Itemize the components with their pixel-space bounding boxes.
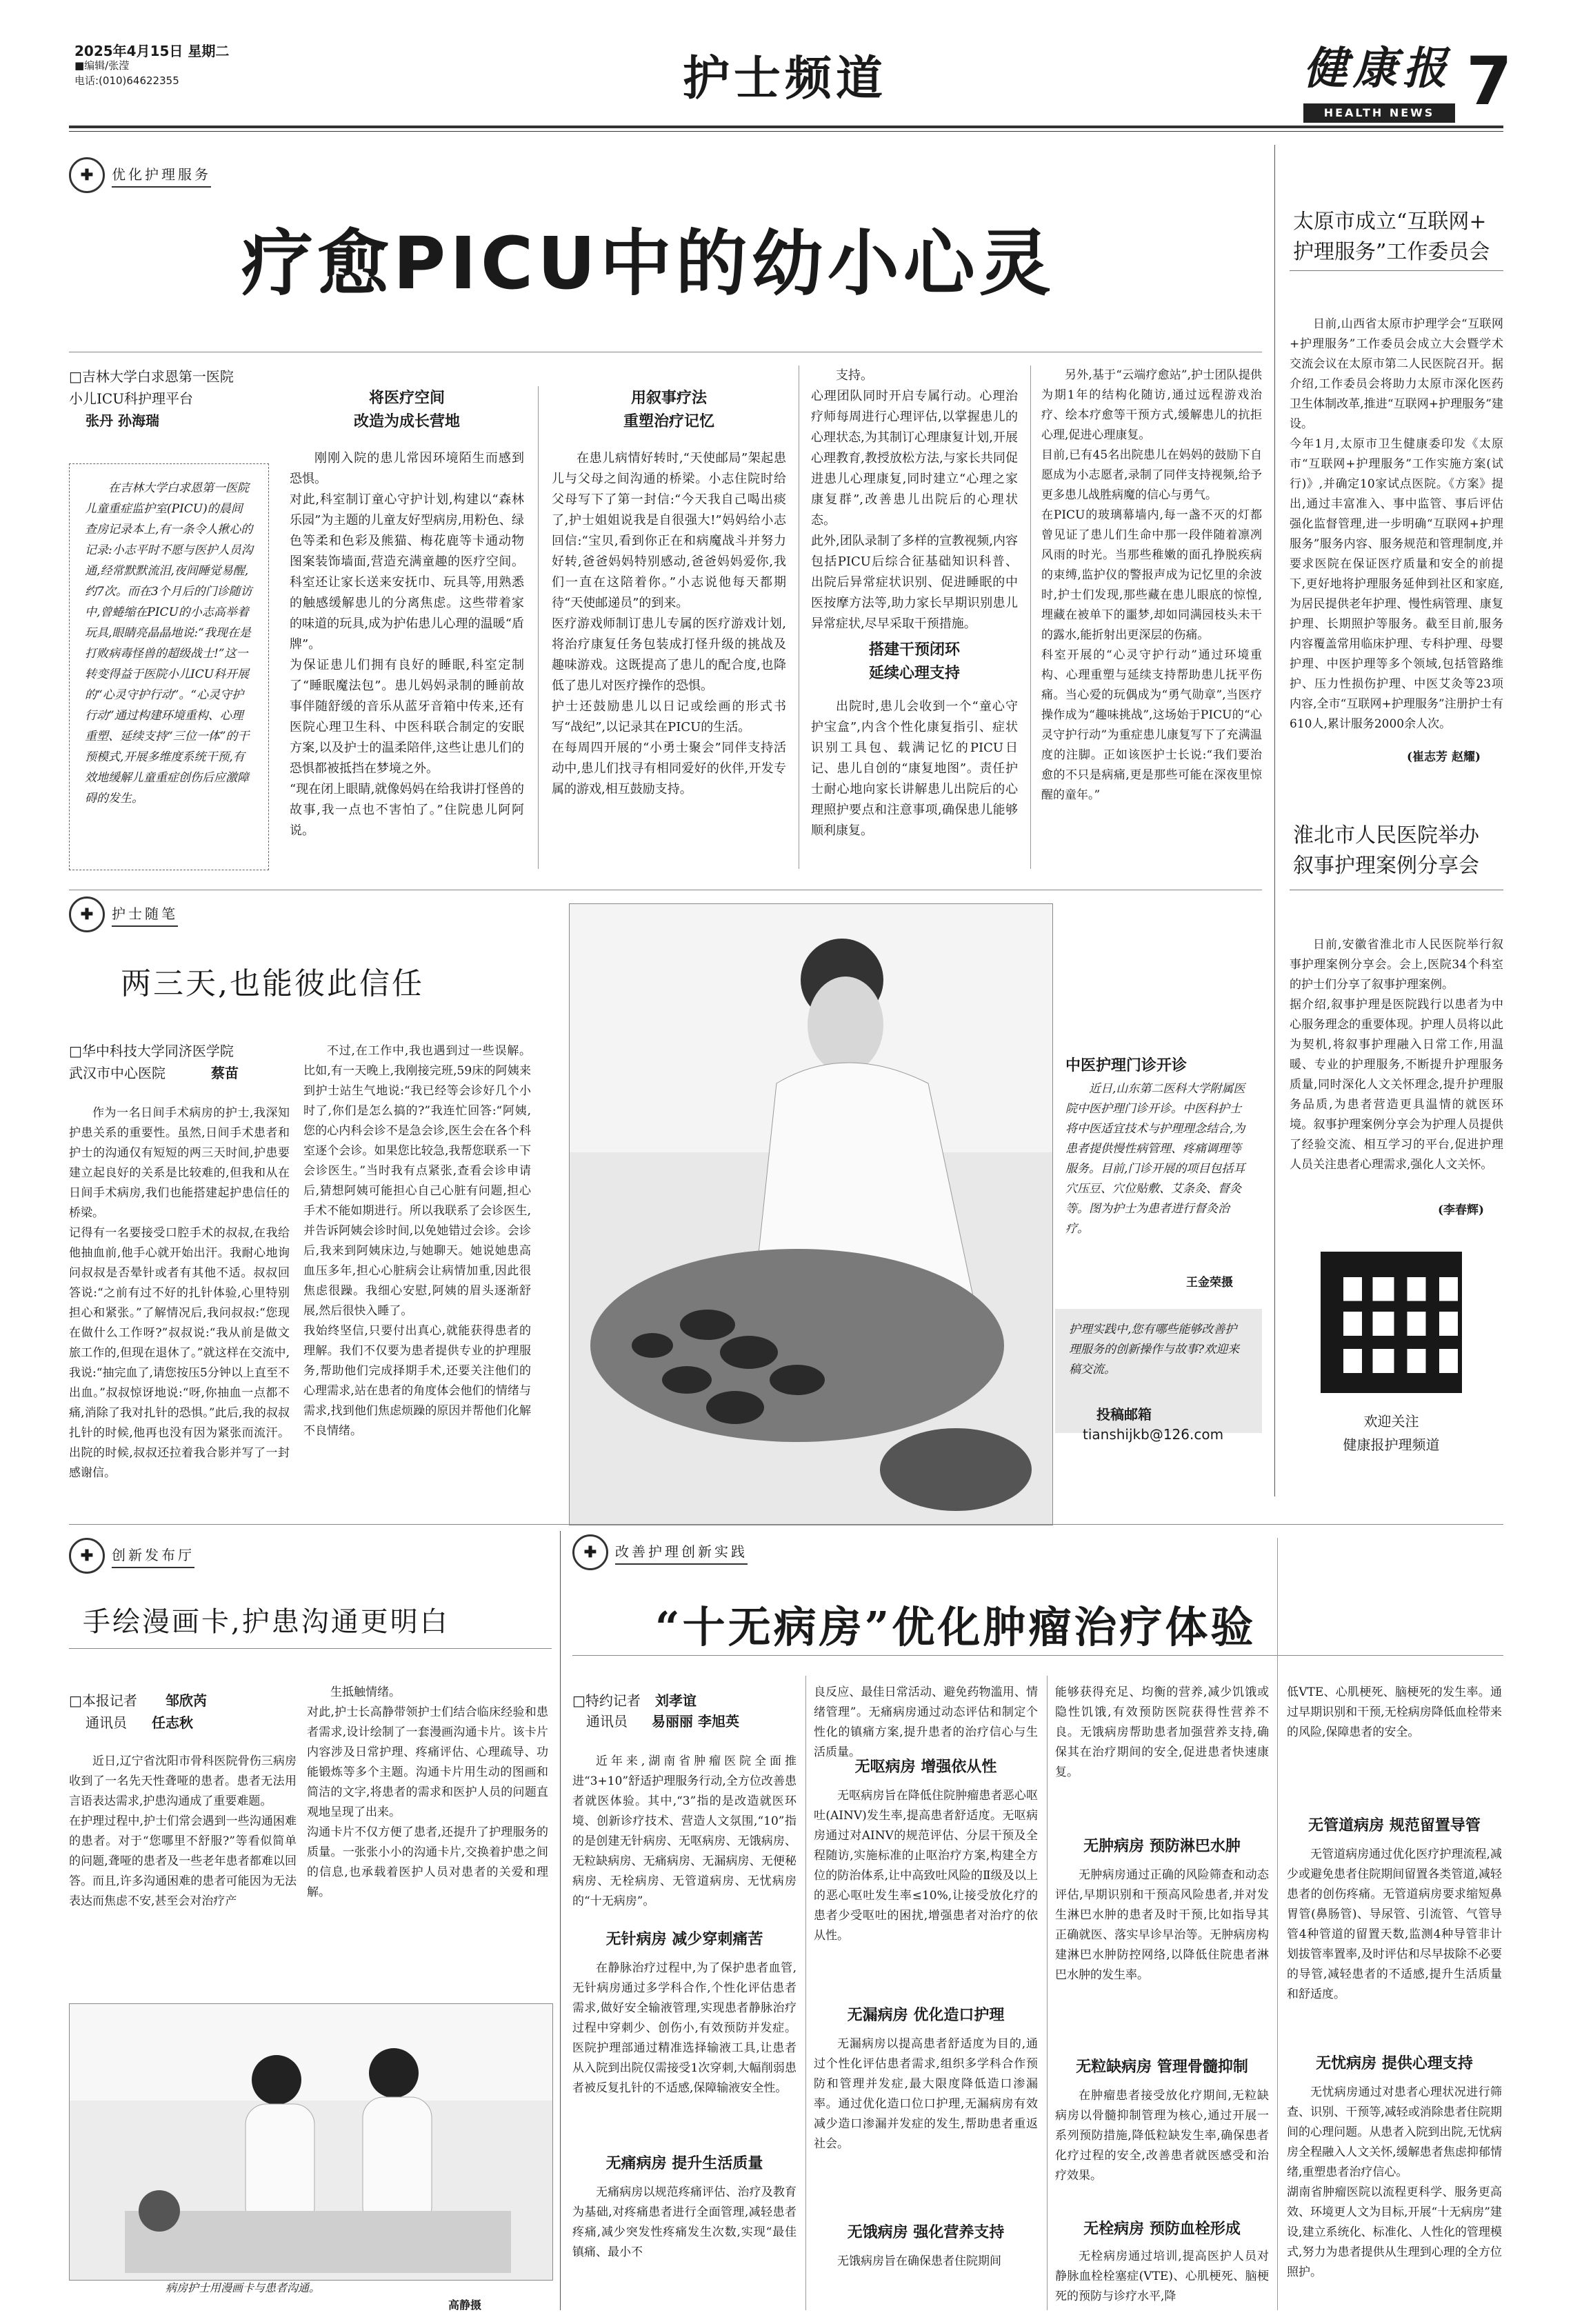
s1-col3-text: 支持。 心理团队同时开启专属行动。心理治疗师每周进行心理评估,以掌握患儿的心理状态,为其制订心理康复计划,开展心理教育,教授放松方法,与家长共同促进患儿心理康复,同时建立“心理之家康复群”,改善患儿出院后的心理状态。 此外,团队录制了多样的宣教视频,内容包括PICU后综合征基础知识科普、出院后异常症状识别、促进睡眠的中医按摩方法等,助力家长早期识别患儿异常症状,尽早采取干预措施。 (811, 368, 1018, 631)
s4-heading-e: 无饿病房 强化营养支持 (847, 2223, 1005, 2241)
photo1-title: 中医护理门诊开诊 (1065, 1056, 1188, 1074)
s4-heading-j: 无忧病房 提供心理支持 (1316, 2054, 1473, 2072)
s4-text-f0: 能够获得充足、均衡的营养,减少饥饿或隐性饥饿,有效预防医院获得性营养不良。无饿病房帮助患者加强营养支持,确保其在治疗期间的安全,促进患者快速康复。 (1055, 1685, 1269, 1779)
s4-heading-d: 无漏病房 优化造口护理 (847, 2006, 1005, 2024)
section-divider (560, 1531, 561, 2310)
s4-text-c: 无呕病房旨在降低住院肿瘤患者恶心呕吐(AINV)发生率,提高患者舒适度。无呕病房通过对AINV的规范评估、分层干预及全程随访,实施标准的止呕治疗方案,构建全方位的防治体系,让中高致吐风险的Ⅱ级及以上的恶心呕吐发生率≤10%,让接受放化疗的患者少受呕吐的困扰,增强患者对治疗的依从性。 (814, 1789, 1038, 1943)
nurses-with-patient-illustration (70, 2004, 552, 2280)
submission-note-box: 护理实践中,您有哪些能够改善护理服务的创新操作与故事?欢迎来稿交流。 (1055, 1309, 1262, 1433)
s1-col2-heading: 用叙事疗法 重塑治疗记忆 (623, 389, 714, 430)
s4-rule (572, 1655, 1503, 1656)
s3-reporter: 邹欣芮 (166, 1692, 207, 1709)
s4-text-b: 无痛病房以规范疼痛评估、治疗及教育为基础,对疼痛患者进行全面管理,减轻患者疼痛,减少突发性疼痛发生次数,实现“最佳镇痛、最小不 (572, 2185, 796, 2259)
col-divider (1277, 1538, 1278, 2310)
s3-reporter2: 任志秋 (152, 1714, 193, 1731)
s2-headline: 两三天,也能彼此信任 (121, 966, 424, 1001)
s3-source2: 通讯员 (86, 1714, 127, 1731)
col-divider (1030, 365, 1031, 869)
nurse-treatment-illustration (570, 904, 1052, 1525)
side2-credit: (李春辉) (1438, 1203, 1485, 1217)
photo1-caption: 近日,山东第二医科大学附属医院中医护理门诊开诊。中医科护士将中医适宜技术与护理理念结合,为患者提供慢性病管理、疼痛调理等服务。目前,门诊开展的项目包括耳穴压豆、穴位贴敷、艾条灸、督灸等。图为护士为患者进行督灸治疗。 (1065, 1082, 1245, 1236)
side2-title: 淮北市人民医院举办 叙事护理案例分享会 (1293, 823, 1479, 878)
section-tag-4 (572, 1534, 748, 1570)
section-tag-label: 改善护理创新实践 (615, 1541, 748, 1565)
masthead-rule (69, 126, 1503, 128)
tcm-nursing-photo (569, 903, 1053, 1525)
s3-col2-text: 生抵触情绪。 对此,护士长高静带领护士们结合临床经验和患者需求,设计绘制了一套漫画沟通卡片。该卡片内容涉及日常护理、疼痛评估、心理疏导、功能锻炼等多个主题。沟通卡片用生动的图画和简洁的文字,将患者的需求和医护人员的问题直观地呈现了出来。 沟通卡片不仅方便了患者,还提升了护理服务的质量。一张张小小的沟通卡片,交换着护患之间的信息,也承载着医护人员对患者的关爱和理解。 (307, 1685, 548, 1899)
s4-source2: 通讯员 (586, 1713, 628, 1730)
editor-line: ■编辑/张滢 (74, 59, 130, 72)
section-badge-icon: ✚ (69, 157, 105, 193)
s4-text-d: 无漏病房以提高患者舒适度为目的,通过个性化评估患者需求,组织多学科合作预防和管理并发症,最大限度降低造口渗漏率。通过优化造口位口护理,无漏病房有效减少造口渗漏并发症的发生,帮助患者重返社会。 (814, 2037, 1038, 2151)
s4-heading-h: 无栓病房 预防血栓形成 (1083, 2220, 1241, 2238)
s1-col4-text: 另外,基于“云端疗愈站”,护士团队提供为期1年的结构化随访,通过远程游戏治疗、绘本疗愈等干预方式,缓解患儿的抗拒心理,促进心理康复。 目前,已有45名出院患儿在妈妈的鼓励下自愿成为小志愿者,录制了同伴支持视频,给予更多患儿战胜病魔的信心与勇气。 在PICU的玻璃幕墙内,每一盏不灭的灯都曾见证了患儿们生命中那一段伴随着凛冽风雨的时光。当那些稚嫩的面孔挣脱疾病的束缚,监护仪的警报声成为记忆里的余波时,护士们发现,那些藏在患儿眼底的惊惶,埋藏在被单下的噩梦,却如同满园枝头未干的露水,能折射出更深层的伤痛。 科室开展的“心灵守护行动”通过环境重构、心理重塑与延续支持帮助患儿抚平伤痛。当心爱的玩偶成为“勇气勋章”,当医疗操作成为“趣味挑战”,这场始于PICU的“心灵守护行动”为重症患儿康复写下了充满温度的注脚。正如该医护士长说:“我们要治愈的不只是病痛,更是那些可能在深夜里惊醒的童年。” (1041, 368, 1262, 802)
s1-source: □吉林大学白求恩第一医院 小儿ICU科护理平台 (69, 368, 234, 407)
paper-logo-en: HEALTH NEWS (1303, 103, 1455, 123)
section-badge-icon: ✚ (69, 1538, 105, 1574)
s1-authors: 张丹 孙海瑞 (86, 412, 159, 429)
s3-rule (69, 1648, 552, 1649)
s3-photo-credit: 高静摄 (448, 2298, 482, 2312)
s1-col2-text: 在患儿病情好转时,“天使邮局”架起患儿与父母之间沟通的桥梁。小志住院时给父母写下了第一封信:“今天我自己喝出痰了,护士姐姐说我是自很强大!”妈妈给小志回信:“宝贝,看到你正在和病魔战斗并努力好转,爸爸妈妈特别感动,爸爸妈妈爱你,我们一直在这陪着你。”小志说他每天都期待“天使邮递员”的到来。 医疗游戏师制订患儿专属的医疗游戏计划,将治疗康复任务包装成打怪升级的挑战及趣味游戏。这既提高了患儿的配合度,也降低了患儿对医疗操作的恐惧。 护士还鼓励患儿以日记或绘画的形式书写“战纪”,以记录其在PICU的生活。 在每周四开展的“小勇士聚会”同伴支持活动中,患儿们找寻有相同爱好的伙伴,开发专属的游戏,相互鼓励支持。 (552, 451, 786, 797)
side1-rule (1290, 270, 1503, 271)
page-number: 7 (1466, 43, 1512, 120)
s4-text-g: 在肿瘤患者接受放化疗期间,无粒缺病房以骨髓抑制管理为核心,通过开展一系列预防措施,降低粒缺发生率,确保患者化疗过程的安全,改善患者就医感受和治疗效果。 (1055, 2089, 1269, 2183)
s4-reporter2: 易丽丽 李旭英 (652, 1713, 739, 1730)
s4-text-f: 无肿病房通过正确的风险筛查和动态评估,早期识别和干预高风险患者,并对发生淋巴水肿的患者及时干预,比如指导其正确就医、落实早诊早治等。无肿病房构建淋巴水肿防控网络,以降低住院患者淋巴水肿的发生率。 (1055, 1868, 1269, 1982)
s4-text-j: 无忧病房通过对患者心理状况进行筛查、识别、干预等,减轻或消除患者住院期间的心理问题。从患者入院到出院,无忧病房全程融入人文关怀,缓解患者焦虑抑郁情绪,重塑患者治疗信心。 湖南省肿瘤医院以流程更科学、服务更高效、环境更人文为目标,开展“十无病房”建设,建立系统化、标准化、人性化的管理模式,努力为患者提供从生理到心理的全方位照护。 (1287, 2085, 1502, 2279)
s4-intro: 近年来,湖南省肿瘤医院全面推进“3+10”舒适护理服务行动,全方位改善患者就医体验。其中,“3”指的是改造就医环境、创新诊疗技术、营造人文氛围,“10”指的是创建无针病房、无呕病房、无饿病房、无粒缺病房、无痛病房、无漏病房、无便秘病房、无栓病房、无管道病房、无忧病房的“十无病房”。 (572, 1754, 796, 1908)
col-divider (1047, 1676, 1048, 2310)
photo1-credit: 王金荣摄 (1186, 1276, 1233, 1290)
s2-source: □华中科技大学同济医学院 武汉市中心医院 (69, 1043, 234, 1081)
col-divider (805, 1676, 806, 2310)
s2-col1-text: 作为一名日间手术病房的护士,我深知护患关系的重要性。虽然,日间手术患者和护士的沟通仅有短短的两三天时间,护患要建立起良好的关系是比较难的,但我和从在日间手术病房,我们也能搭建起护患信任的桥梁。 记得有一名要接受口腔手术的叔叔,在我给他抽血前,他手心就开始出汗。我耐心地询问叔叔是否晕针或者有其他不适。叔叔回答说:“之前有过不好的扎针体验,心里特别担心和紧张。”了解情况后,我问叔叔:“您现在做什么工作呀?”叔叔说:“我从前是做文旅工作的,但现在退休了。”就这样在交流中,我说:“抽完血了,请您按压5分钟以上直至不出血。”叔叔惊讶地说:“呀,你抽血一点都不痛,消除了我对扎针的恐惧。”此后,我的叔叔扎针的时候,他再也没有因为紧张而流汗。出院的时候,叔叔还拉着我合影并写了一封感谢信。 (69, 1106, 290, 1480)
s3-top-rule (69, 1524, 1503, 1525)
s4-text-e: 无饿病房旨在确保患者住院期间 (837, 2254, 1001, 2268)
submission-mail-label: 投稿邮箱 (1096, 1406, 1152, 1423)
side2-text: 日前,安徽省淮北市人民医院举行叙事护理案例分享会。会上,医院34个科室的护士们分享了叙事护理案例。 据介绍,叙事护理是医院践行以患者为中心服务理念的重要体现。护理人员将以此为契机,将叙事护理融入日常工作,用温暖、专业的护理服务,不断提升护理服务质量,同时深化人文关怀理念,提升护理服务品质,为患者营造更具温情的就医环境。叙事护理案例分享会为护理人员提供了经验交流、相互学习的平台,促进护理人员关注患者心理需求,强化人文关怀。 (1290, 938, 1503, 1172)
phone-line: 电话:(010)64622355 (74, 74, 179, 87)
s4-heading-b: 无痛病房 提升生活质量 (605, 2154, 763, 2172)
s2-author: 蔡苗 (211, 1065, 239, 1081)
s4-headline: “十无病房”优化肿瘤治疗体验 (655, 1602, 1256, 1652)
s3-headline: 手绘漫画卡,护患沟通更明白 (83, 1606, 450, 1638)
section-tag-label: 创新发布厅 (112, 1544, 194, 1568)
s1-col1-heading (290, 386, 524, 433)
side1-credit: (崔志芳 赵耀) (1407, 750, 1481, 764)
s4-heading-i: 无管道病房 规范留置导管 (1308, 1816, 1481, 1834)
s4-heading-c: 无呕病房 增强依从性 (854, 1758, 997, 1776)
section-tag-1 (69, 157, 211, 193)
s4-heading-f: 无肿病房 预防淋巴水肿 (1083, 1837, 1241, 1855)
subheading: 将医疗空间 改造为成长营地 (353, 389, 460, 430)
s1-headline: 疗愈PICU中的幼小心灵 (241, 221, 1055, 305)
s4-heading-g: 无粒缺病房 管理骨髓抑制 (1076, 2058, 1248, 2076)
paper-logo: 健康报 (1303, 43, 1452, 94)
s3-col1-text: 近日,辽宁省沈阳市骨科医院骨伤三病房收到了一名先天性聋哑的患者。患者无法用言语表达需求,护患沟通成了重要难题。 在护理过程中,护士们常会遇到一些沟通困难的患者。对于“您哪里不舒服?”等看似简单的问题,聋哑的患者及一些老年患者都难以回答。而且,许多沟通困难的患者可能因为无法表达而焦虑不安,甚至会对治疗产 (69, 1754, 297, 1908)
s1-col1-text: 刚刚入院的患儿常因环境陌生而感到恐惧。 对此,科室制订童心守护计划,构建以“森林乐园”为主题的儿童友好型病房,用粉色、绿色等柔和色彩及熊猫、梅花鹿等卡通动物图案装饰墙面,营造充满童趣的医疗空间。科室还让家长送来安抚巾、玩具等,用熟悉的触感缓解患儿的分离焦虑。这些带着家的味道的玩具,成为护佑患儿心理的温暖“盾牌”。 为保证患儿们拥有良好的睡眠,科室定制了“睡眠魔法包”。患儿妈妈录制的睡前故事伴随舒缓的音乐从蓝牙音箱中传来,还有医院心理卫生科、中医科联合制定的安眠方案,以及护士的温柔陪伴,这些让患儿们的恐惧都被抵挡在梦境之外。 “现在闭上眼睛,就像妈妈在给我讲打怪兽的故事,我一点也不害怕了。”住院患儿阿阿说。 (290, 451, 524, 838)
s2-col2-text: 不过,在工作中,我也遇到过一些误解。比如,有一天晚上,我刚接完班,59床的阿姨来到护士站生气地说:“我已经等会诊好几个小时了,你们是怎么搞的?”我连忙回答:“阿姨,您的心内科会诊不是急会诊,医生会在各个科室逐个会诊。如果您比较急,我帮您联系一下会诊医生。”当时我有点紧张,查看会诊申请后,猜想阿姨可能担心自己心脏有问题,担心手术不能如期进行。所以我联系了会诊医生,并告诉阿姨会诊时间,以免她错过会诊。会诊后,我来到阿姨床边,与她聊天。她说她患高血压多年,担心心脏病会让病情加重,因此很焦虑很躁。我细心安慰,阿姨的眉头逐渐舒展,然后很快入睡了。 我始终坚信,只要付出真心,就能获得患者的理解。我们不仅要为患者提供专业的护理服务,帮助他们完成择期手术,还要关注他们的心理需求,站在患者的角度体会他们的情绪与需求,找到他们焦虑烦躁的原因并帮他们化解不良情绪。 (303, 1044, 531, 1438)
side1-text: 日前,山西省太原市护理学会“互联网+护理服务”工作委员会成立大会暨学术交流会议在太原市第二人民医院召开。据介绍,工作委员会将助力太原市深化医药卫生体制改革,推进“互联网+护理服务”建设。 今年1月,太原市卫生健康委印发《太原市“互联网+护理服务”工作实施方案(试行)》,并确定10家试点医院。《方案》提出,通过丰富准入、事中监管、事后评估强化监督管理,进一步明确“互联网+护理服务”服务内容、服务规范和管理制度,并要求医院在保证医疗质量和安全的前提下,更好地将护理服务延伸到社区和家庭,为居民提供老年护理、慢性病管理、康复护理、长期照护等服务。截至目前,服务内容覆盖常用临床护理、专科护理、母婴护理、中医护理等多个领域,包括管路维护、压力性损伤护理、中医艾灸等23项内容,全市“互联网+护理服务”注册护士有610人,累计服务2000余人次。 (1290, 317, 1503, 731)
s1-intro-box: 在吉林大学白求恩第一医院儿童重症监护室(PICU)的晨间查房记录本上,有一条令人揪心的记录:小志平时不愿与医护人员沟通,经常默默流泪,夜间睡觉易醒,约7次。而在3个月后的门诊随访中,曾蜷缩在PICU的小志高举着玩具,眼睛亮晶晶地说:“我现在是打败病毒怪兽的超级战士!”这一转变得益于医院小儿ICU科开展的“心灵守护行动”。“心灵守护行动”通过构建环境重构、心理重塑、延续支持“三位一体”的干预模式,开展多维度系统干预,有效地缓解儿童重症创伤后应激障碍的发生。 (69, 463, 269, 870)
section-tag-3 (69, 1538, 194, 1574)
comic-card-photo (69, 2003, 553, 2281)
sidebar-divider (1274, 145, 1275, 1496)
section-tag-label: 护士随笔 (112, 903, 178, 927)
s4-text-i: 无管道病房通过优化医疗护理流程,减少或避免患者住院期间留置各类管道,减轻患者的创伤疼痛。无管道病房要求缩短鼻胃管(鼻肠管)、导尿管、引流管、气管导管4种管道的留置天数,监测4种导管非计划拔管率置率,及时评估和尽早拔除不必要的导管,减轻患者的不适感,提升生活质量和舒适度。 (1287, 1847, 1502, 2001)
qr-code-icon[interactable] (1321, 1252, 1462, 1393)
qr-caption: 欢迎关注 健康报护理频道 (1343, 1413, 1440, 1453)
s3-source: □本报记者 (69, 1692, 137, 1709)
channel-title: 护士频道 (683, 51, 888, 106)
s4-text-i0: 低VTE、心肌梗死、脑梗死的发生率。通过早期识别和干预,无栓病房降低血栓带来的风险,保障患者的安全。 (1287, 1685, 1502, 1739)
s4-heading-a: 无针病房 减少穿刺痛苦 (605, 1930, 763, 1948)
s4-text-a: 在静脉治疗过程中,为了保护患者血管,无针病房通过多学科合作,个性化评估患者需求,做好安全输液管理,实现患者静脉治疗过程中穿刺少、创伤小,有效预防并发症。医院护理部通过精准选择输液工具,让患者从入院到出院仅需接受1次穿刺,大幅削弱患者被反复扎针的不适感,保障输液安全性。 (572, 1961, 796, 2095)
s4-reporter: 刘孝谊 (655, 1692, 697, 1709)
side1-title: 太原市成立“互联网+ 护理服务”工作委员会 (1293, 210, 1490, 264)
submission-mail[interactable]: tianshijkb@126.com (1083, 1426, 1224, 1443)
section-badge-icon: ✚ (69, 896, 105, 932)
s1-col3b-text: 出院时,患儿会收到一个“童心守护宝盒”,内含个性化康复指引、症状识别工具包、载满记忆的PICU日记、患儿自创的“康复地图”。责任护士耐心地向家长讲解患儿出院后的心理照护要点和注意事项,确保患儿能够顺利康复。 (811, 699, 1018, 838)
s4-text-c0: 良反应、最佳日常活动、避免药物滥用、情绪管理”。无痛病房通过动态评估和制定个性化的镇痛方案,提升患者的治疗信心与生活质量。 (814, 1685, 1038, 1759)
s4-source: □特约记者 (572, 1692, 641, 1709)
section-badge-icon: ✚ (572, 1534, 608, 1570)
s4-text-h: 无栓病房通过培训,提高医护人员对静脉血栓栓塞症(VTE)、心肌梗死、脑梗死的预防与诊疗水平,降 (1055, 2250, 1269, 2303)
masthead-rule-thin (69, 131, 1503, 132)
section-tag-2 (69, 896, 178, 932)
section-tag-label: 优化护理服务 (112, 163, 211, 188)
col-divider (538, 386, 539, 869)
s1-col3-heading: 搭建干预闭环 延续心理支持 (868, 641, 960, 682)
issue-date: 2025年4月15日 星期二 (74, 43, 230, 59)
s3-photo-caption: 病房护士用漫画卡与患者沟通。 (166, 2281, 321, 2294)
